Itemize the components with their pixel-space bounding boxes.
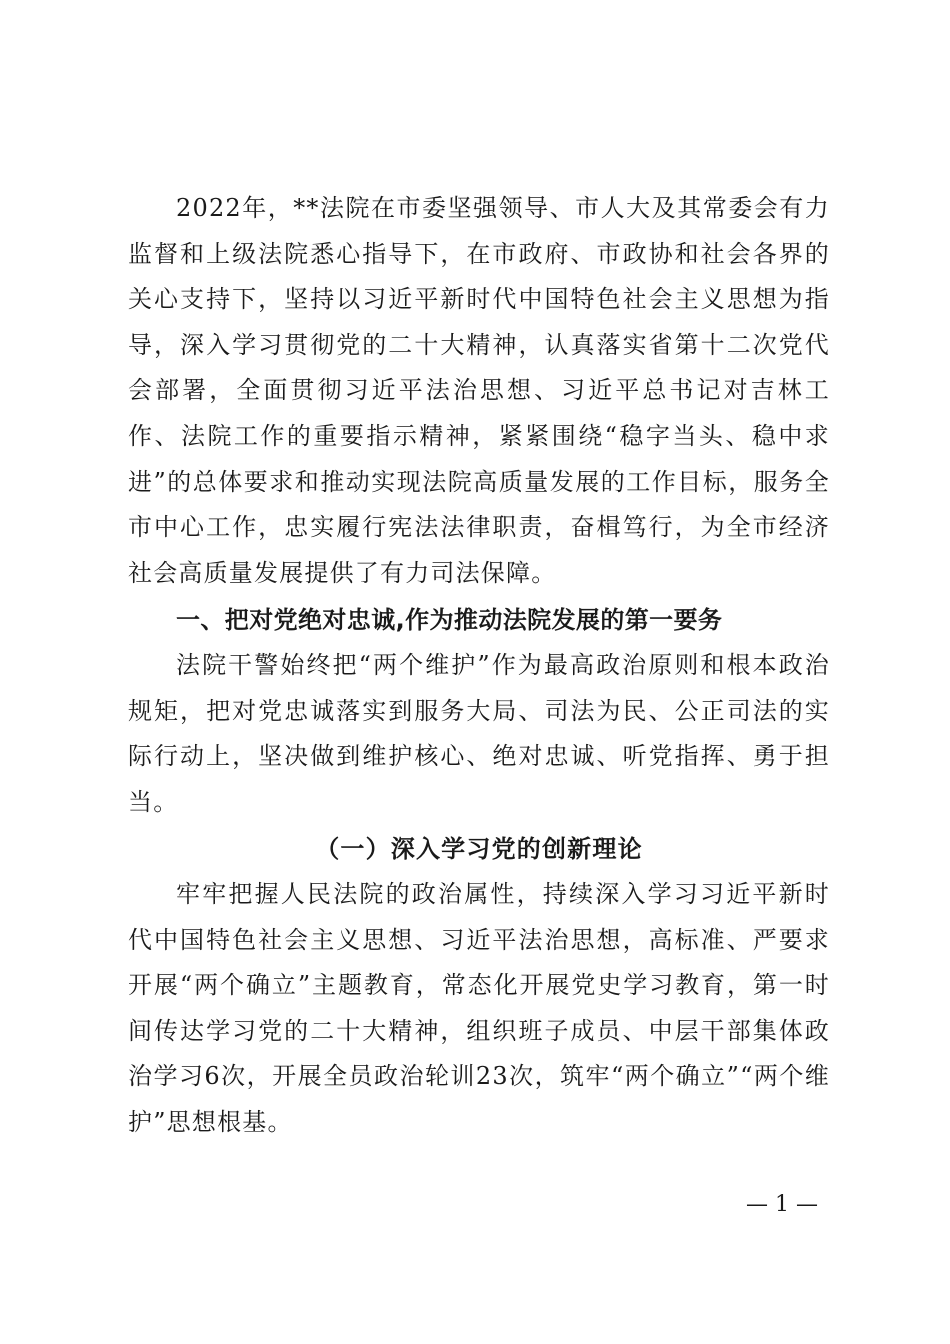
intro-paragraph: 2022年，**法院在市委坚强领导、市人大及其常委会有力监督和上级法院悉心指导下，在市政府、市政协和社会各界的关心支持下，坚持以习近平新时代中国特色社会主义思想为指导，深入学习贯彻党的二十大精神，认真落实省第十二次党代会部署，全面贯彻习近平法治思想、习近平总书记对吉林工作、法院工作的重要指示精神，紧紧围绕“稳字当头、稳中求进”的总体要求和推动实现法院高质量发展的工作目标，服务全市中心工作，忠实履行宪法法律职责，奋楫笃行，为全市经济社会高质量发展提供了有力司法保障。 (128, 194, 830, 587)
section-heading-1: 一、把对党绝对忠诚,作为推动法院发展的第一要务 (176, 606, 723, 634)
page-number: — 1 — (746, 1192, 818, 1217)
subsection-heading-1: （一）深入学习党的创新理论 (315, 834, 643, 863)
subsection-1-paragraph: 牢牢把握人民法院的政治属性，持续深入学习习近平新时代中国特色社会主义思想、习近平法治思想，高标准、严要求开展“两个确立”主题教育，常态化开展党史学习教育，第一时间传达学习党的二十大精神，组织班子成员、中层干部集体政治学习6次，开展全员政治轮训23次，筑牢“两个确立”“两个维护”思想根基。 (128, 880, 830, 1136)
section-1-paragraph: 法院干警始终把“两个维护”作为最高政治原则和根本政治规矩，把对党忠诚落实到服务大局、司法为民、公正司法的实际行动上，坚决做到维护核心、绝对忠诚、听党指挥、勇于担当。 (128, 651, 830, 816)
